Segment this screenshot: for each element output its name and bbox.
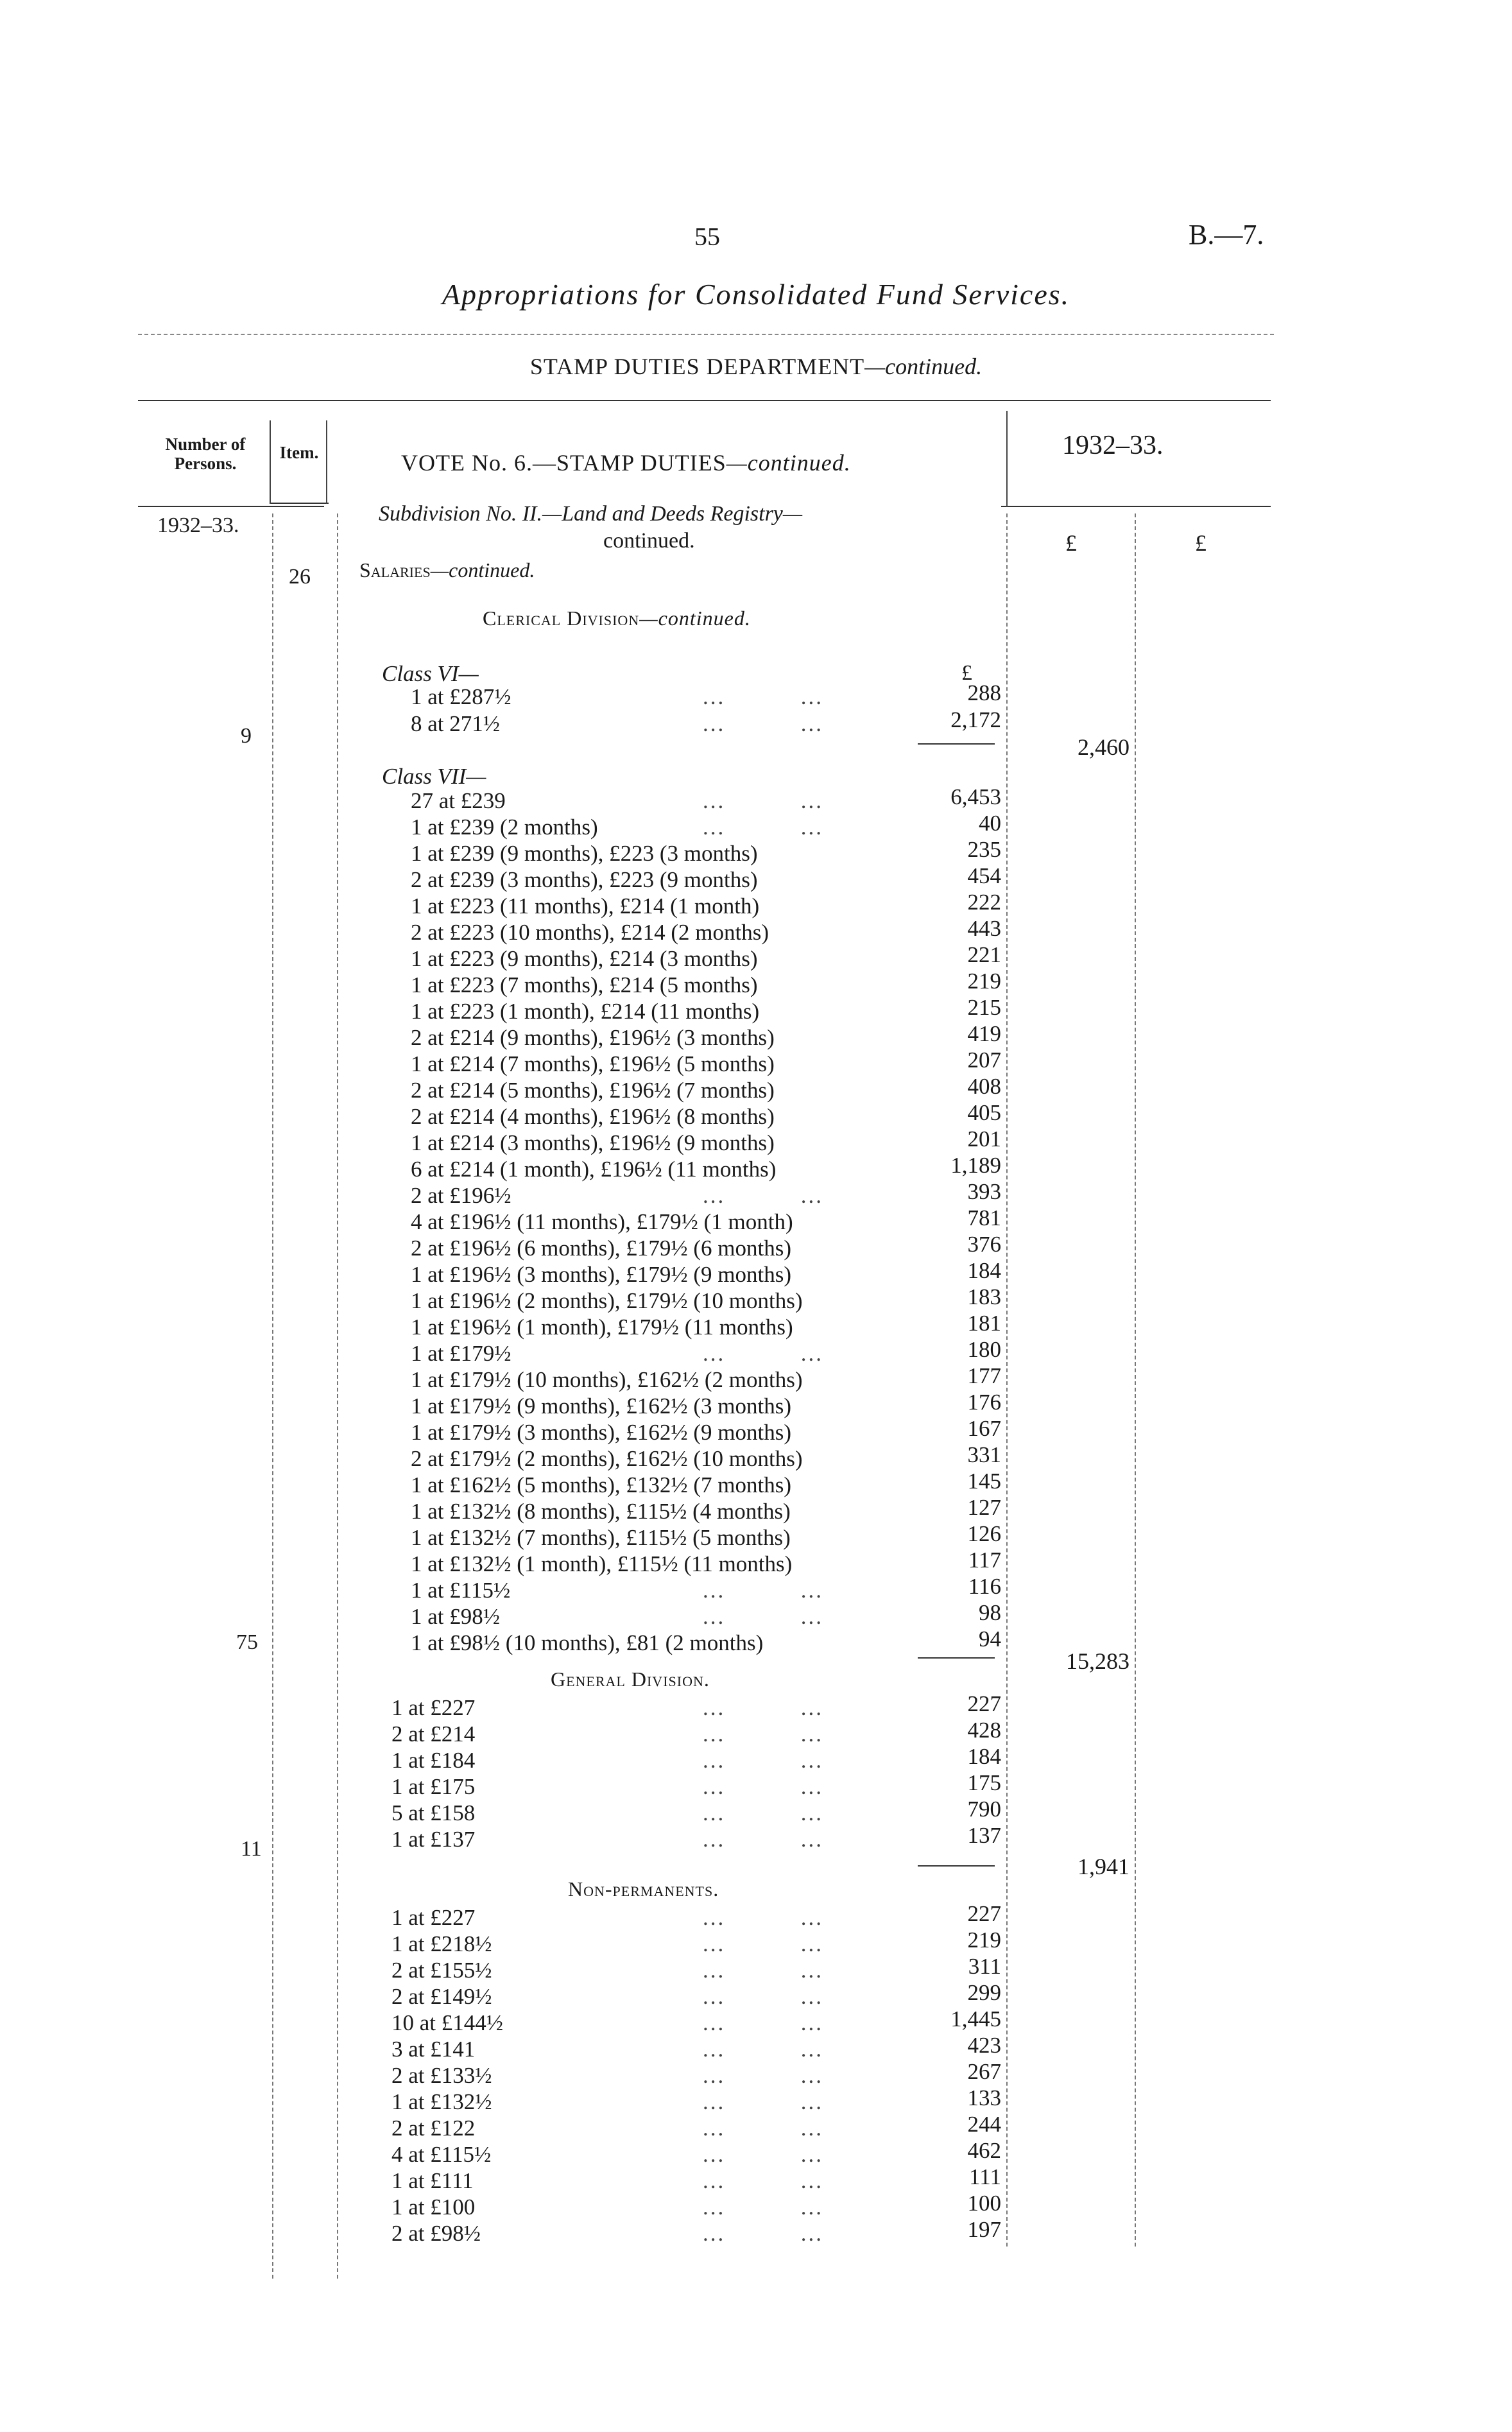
row-description: 1 at £115½ — [411, 1578, 511, 1603]
row-amount: 201 — [967, 1126, 1001, 1151]
row-amount: 167 — [967, 1416, 1001, 1441]
row-amount: 227 — [967, 1901, 1001, 1926]
leader-dots: ... ... — [703, 2010, 823, 2035]
row-description: 1 at £179½ (3 months), £162½ (9 months) — [411, 1420, 792, 1445]
row-amount: 1,189 — [950, 1153, 1001, 1178]
row-description: 5 at £158 — [391, 1800, 476, 1825]
column-rule-year — [1006, 513, 1008, 2247]
row-amount: 299 — [967, 1980, 1001, 2005]
header-number-of-persons: Number of Persons. — [165, 435, 246, 473]
row-description: 3 at £141 — [391, 2037, 476, 2062]
header-year: 1932–33. — [1062, 431, 1164, 460]
row-amount: 145 — [967, 1469, 1001, 1494]
row-description: 1 at £179½ — [411, 1341, 511, 1366]
row-description: 1 at £223 (11 months), £214 (1 month) — [411, 893, 760, 918]
item-header-left-rule — [270, 420, 271, 504]
row-description: 2 at £98½ — [391, 2221, 481, 2246]
row-description: 1 at £179½ (9 months), £162½ (3 months) — [411, 1393, 792, 1419]
row-description: 1 at £239 (2 months) — [411, 815, 598, 840]
row-description: 2 at £133½ — [391, 2063, 492, 2088]
leader-dots: ... ... — [703, 2168, 823, 2193]
item-header-underline — [270, 503, 329, 504]
row-amount: 180 — [967, 1337, 1001, 1362]
column-rule-item — [337, 513, 338, 2279]
row-amount: 94 — [979, 1626, 1001, 1652]
header-item: Item. — [279, 443, 319, 462]
row-amount: 1,445 — [950, 2006, 1001, 2031]
class-vi-pound-head: £ — [961, 661, 972, 685]
general-subtotal-rule — [918, 1865, 995, 1867]
title-rule — [138, 334, 1274, 335]
row-amount: 443 — [967, 916, 1001, 941]
class-vi-label: Class VI— — [382, 661, 479, 686]
class-vii-total: 15,283 — [1066, 1648, 1130, 1674]
header-bottom-rule-left — [138, 506, 324, 507]
leader-dots: ... ... — [703, 684, 823, 709]
leader-dots: ... ... — [703, 2142, 823, 2167]
row-amount: 207 — [967, 1048, 1001, 1073]
row-amount: 215 — [967, 995, 1001, 1020]
item-header-right-rule — [326, 420, 327, 504]
general-total: 1,941 — [1078, 1854, 1130, 1879]
row-amount: 311 — [968, 1954, 1001, 1979]
row-amount: 100 — [967, 2191, 1001, 2216]
row-amount: 176 — [967, 1390, 1001, 1415]
row-description: 1 at £132½ (1 month), £115½ (11 months) — [411, 1551, 793, 1576]
row-amount: 126 — [967, 1521, 1001, 1546]
row-amount: 133 — [967, 2085, 1001, 2110]
row-amount: 184 — [967, 1258, 1001, 1283]
leader-dots: ... ... — [703, 1183, 823, 1208]
row-description: 1 at £132½ — [391, 2089, 492, 2114]
leader-dots: ... ... — [703, 1800, 823, 1825]
subdivision-heading: Subdivision No. II.—Land and Deeds Registry— continued. — [379, 502, 803, 553]
row-description: 1 at £162½ (5 months), £132½ (7 months) — [411, 1472, 792, 1497]
page-title: Appropriations for Consolidated Fund Services. — [442, 278, 1070, 311]
row-description: 1 at £223 (9 months), £214 (3 months) — [411, 946, 758, 971]
row-amount: 127 — [967, 1495, 1001, 1520]
leader-dots: ... ... — [703, 2063, 823, 2088]
row-amount: 6,453 — [950, 784, 1001, 809]
class-vii-subtotal-rule — [918, 1657, 995, 1659]
row-amount: 454 — [967, 863, 1001, 888]
row-description: 2 at £196½ (6 months), £179½ (6 months) — [411, 1236, 792, 1261]
row-amount: 116 — [968, 1574, 1001, 1599]
class-vi-total: 2,460 — [1078, 734, 1130, 760]
pound-head-left: £ — [1065, 530, 1077, 556]
row-amount: 288 — [967, 680, 1001, 705]
row-description: 2 at £223 (10 months), £214 (2 months) — [411, 920, 769, 945]
leader-dots: ... ... — [703, 711, 823, 736]
row-description: 1 at £223 (7 months), £214 (5 months) — [411, 972, 758, 997]
class-vi-persons: 9 — [241, 724, 252, 748]
row-description: 1 at £196½ (1 month), £179½ (11 months) — [411, 1315, 793, 1340]
row-amount: 235 — [967, 837, 1001, 862]
leader-dots: ... ... — [703, 1604, 823, 1629]
row-amount: 428 — [967, 1718, 1001, 1743]
column-rule-totals — [1135, 513, 1136, 2247]
row-amount: 393 — [967, 1179, 1001, 1204]
row-amount: 331 — [967, 1442, 1001, 1467]
non-permanents-heading: Non-permanents. — [568, 1877, 719, 1901]
row-description: 1 at £214 (7 months), £196½ (5 months) — [411, 1051, 775, 1076]
class-vii-persons: 75 — [236, 1630, 258, 1654]
row-amount: 117 — [968, 1548, 1001, 1573]
pound-head-right: £ — [1195, 530, 1207, 556]
row-amount: 781 — [967, 1205, 1001, 1230]
leader-dots: ... ... — [703, 2116, 823, 2141]
row-description: 1 at £184 — [391, 1748, 476, 1773]
row-description: 1 at £132½ (7 months), £115½ (5 months) — [411, 1525, 791, 1550]
leader-dots: ... ... — [703, 1827, 823, 1852]
row-amount: 227 — [967, 1691, 1001, 1716]
row-amount: 2,172 — [950, 707, 1001, 732]
leader-dots: ... ... — [703, 1748, 823, 1773]
row-description: 1 at £223 (1 month), £214 (11 months) — [411, 999, 760, 1024]
row-description: 1 at £227 — [391, 1695, 476, 1720]
class-vii-label: Class VII— — [382, 764, 486, 789]
row-description: 1 at £287½ — [411, 684, 511, 709]
leader-dots: ... ... — [703, 1578, 823, 1603]
row-description: 27 at £239 — [411, 788, 506, 813]
row-description: 1 at £98½ — [411, 1604, 501, 1629]
row-amount: 221 — [967, 942, 1001, 967]
row-description: 1 at £98½ (10 months), £81 (2 months) — [411, 1630, 764, 1655]
leader-dots: ... ... — [703, 1931, 823, 1956]
row-description: 1 at £214 (3 months), £196½ (9 months) — [411, 1130, 775, 1155]
row-description: 1 at £239 (9 months), £223 (3 months) — [411, 841, 758, 866]
column-rule-year-top — [1006, 411, 1008, 507]
row-description: 1 at £175 — [391, 1774, 476, 1799]
row-amount: 219 — [967, 969, 1001, 994]
row-description: 1 at £196½ (3 months), £179½ (9 months) — [411, 1262, 792, 1287]
row-description: 1 at £100 — [391, 2195, 476, 2220]
row-description: 1 at £137 — [391, 1827, 476, 1852]
row-amount: 184 — [967, 1744, 1001, 1769]
row-amount: 423 — [967, 2033, 1001, 2058]
item-number: 26 — [289, 565, 311, 589]
row-description: 8 at 271½ — [411, 711, 501, 736]
row-amount: 222 — [967, 890, 1001, 915]
general-persons: 11 — [241, 1837, 262, 1861]
document-code: B.—7. — [1189, 219, 1264, 250]
leader-dots: ... ... — [703, 2221, 823, 2246]
clerical-division-heading: Clerical Division—continued. — [483, 607, 751, 630]
row-amount: 98 — [979, 1600, 1001, 1625]
general-division-heading: General Division. — [551, 1668, 710, 1691]
row-description: 6 at £214 (1 month), £196½ (11 months) — [411, 1157, 777, 1182]
row-amount: 462 — [967, 2138, 1001, 2163]
row-amount: 405 — [967, 1100, 1001, 1125]
row-amount: 183 — [967, 1284, 1001, 1309]
leader-dots: ... ... — [703, 788, 823, 813]
row-description: 1 at £218½ — [391, 1931, 492, 1956]
leader-dots: ... ... — [703, 1695, 823, 1720]
leader-dots: ... ... — [703, 1958, 823, 1983]
row-amount: 408 — [967, 1074, 1001, 1099]
leader-dots: ... ... — [703, 1341, 823, 1366]
header-bottom-rule-right — [1001, 506, 1271, 507]
table-top-rule — [138, 400, 1271, 401]
row-amount: 790 — [967, 1797, 1001, 1822]
row-description: 2 at £155½ — [391, 1958, 492, 1983]
row-amount: 244 — [967, 2112, 1001, 2137]
row-description: 4 at £196½ (11 months), £179½ (1 month) — [411, 1209, 793, 1234]
leader-dots: ... ... — [703, 1984, 823, 2009]
row-description: 1 at £227 — [391, 1905, 476, 1930]
row-description: 2 at £239 (3 months), £223 (9 months) — [411, 867, 758, 892]
leader-dots: ... ... — [703, 1905, 823, 1930]
column-rule-persons — [272, 513, 273, 2279]
row-description: 2 at £214 (5 months), £196½ (7 months) — [411, 1078, 775, 1103]
class-vi-subtotal-rule — [918, 743, 995, 745]
row-description: 1 at £132½ (8 months), £115½ (4 months) — [411, 1499, 791, 1524]
row-description: 1 at £196½ (2 months), £179½ (10 months) — [411, 1288, 803, 1313]
row-amount: 197 — [967, 2217, 1001, 2242]
row-amount: 111 — [969, 2164, 1001, 2189]
row-amount: 177 — [967, 1363, 1001, 1388]
row-amount: 175 — [967, 1770, 1001, 1795]
page-number: 55 — [694, 222, 720, 251]
row-description: 2 at £149½ — [391, 1984, 492, 2009]
department-title: STAMP DUTIES DEPARTMENT—continued. — [529, 354, 983, 379]
vote-title: VOTE No. 6.—STAMP DUTIES—continued. — [401, 450, 851, 476]
row-description: 1 at £111 — [391, 2168, 474, 2193]
leader-dots: ... ... — [703, 1721, 823, 1746]
row-description: 2 at £179½ (2 months), £162½ (10 months) — [411, 1446, 803, 1471]
leader-dots: ... ... — [703, 815, 823, 840]
row-amount: 419 — [967, 1021, 1001, 1046]
row-description: 2 at £214 (9 months), £196½ (3 months) — [411, 1025, 775, 1050]
leader-dots: ... ... — [703, 2089, 823, 2114]
row-description: 2 at £196½ — [411, 1183, 511, 1208]
row-amount: 219 — [967, 1927, 1001, 1953]
row-amount: 137 — [967, 1823, 1001, 1848]
row-description: 4 at £115½ — [391, 2142, 492, 2167]
row-amount: 181 — [967, 1311, 1001, 1336]
salaries-heading: Salaries—continued. — [359, 558, 535, 582]
row-description: 2 at £122 — [391, 2116, 476, 2141]
row-amount: 40 — [979, 811, 1001, 836]
leader-dots: ... ... — [703, 2037, 823, 2062]
row-amount: 376 — [967, 1232, 1001, 1257]
row-description: 2 at £214 — [391, 1721, 476, 1746]
row-description: 2 at £214 (4 months), £196½ (8 months) — [411, 1104, 775, 1129]
left-year-label: 1932–33. — [157, 513, 239, 537]
leader-dots: ... ... — [703, 1774, 823, 1799]
row-amount: 267 — [967, 2059, 1001, 2084]
row-description: 10 at £144½ — [391, 2010, 504, 2035]
row-description: 1 at £179½ (10 months), £162½ (2 months) — [411, 1367, 803, 1392]
leader-dots: ... ... — [703, 2195, 823, 2220]
